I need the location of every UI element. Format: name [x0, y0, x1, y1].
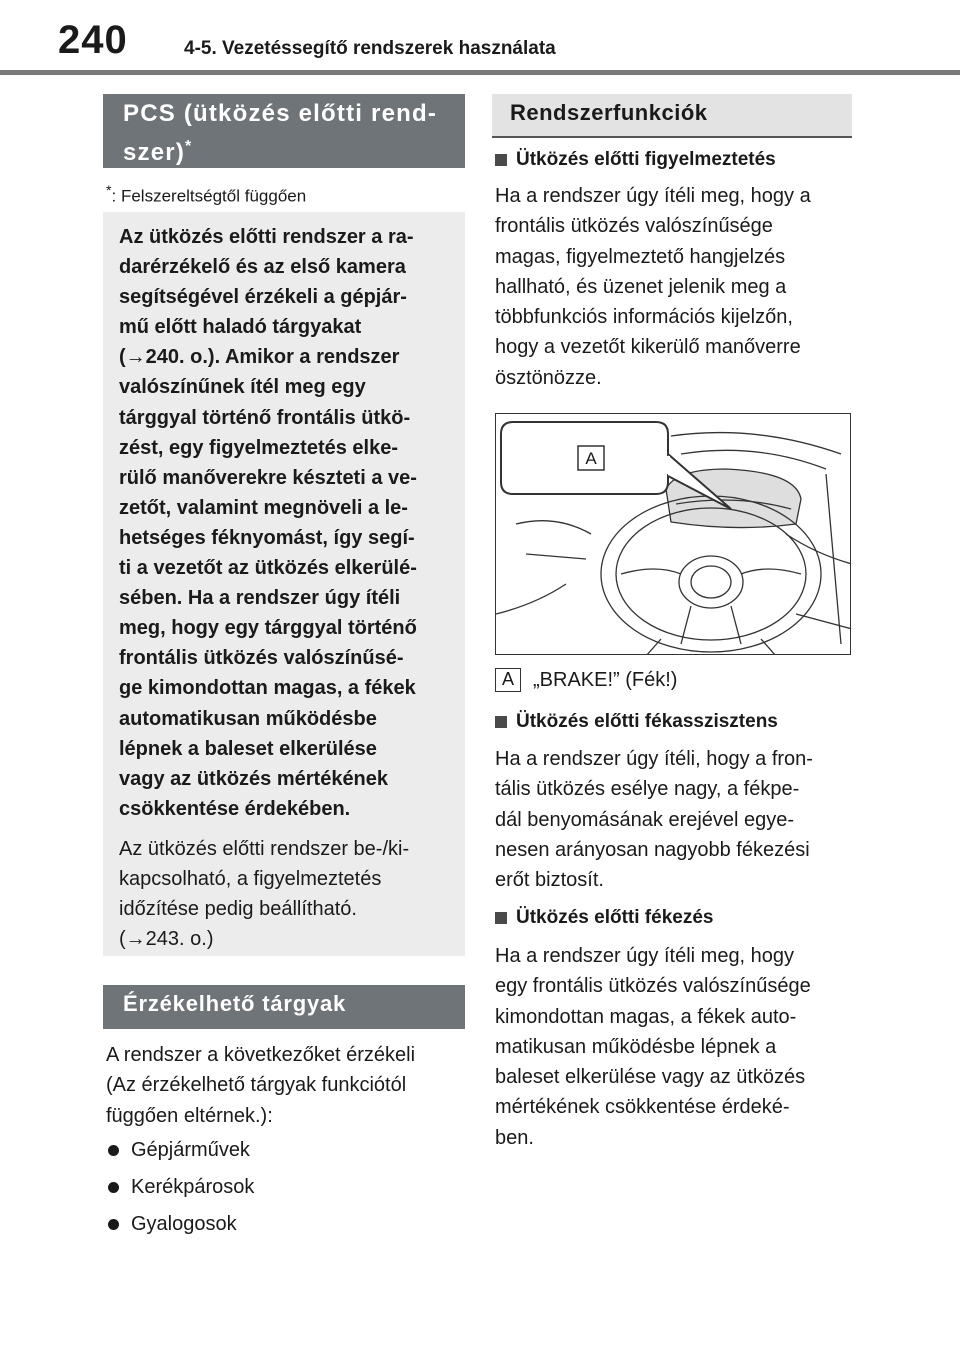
intro-line: vagy az ütközés mértékének [119, 767, 389, 790]
intro-box [103, 212, 465, 956]
intro-normal-paragraph [119, 834, 449, 954]
detectable-line: A rendszer a következőket érzékeli [106, 1044, 416, 1066]
brake-assist-line: erőt biztosít. [495, 869, 604, 892]
warning-line: többfunkciós információs kijelzőn, [495, 306, 793, 329]
list-item [108, 1206, 254, 1243]
brake-assist-paragraph [495, 744, 813, 895]
intro-line: (→240. o.). Amikor a rendszer [119, 346, 400, 369]
functions-section-title: Rendszerfunkciók [492, 94, 852, 138]
figure-label: A [585, 449, 597, 468]
intro-line: tárggyal történő frontális ütkö- [119, 406, 411, 429]
warning-heading [495, 149, 776, 171]
braking-heading-text: Ütközés előtti fékezés [516, 907, 714, 928]
detectable-section-title: Érzékelhető tárgyak [103, 985, 465, 1029]
list-item [108, 1169, 254, 1206]
intro-line: időzítése pedig beállítható. [119, 898, 357, 921]
square-bullet-icon [495, 716, 507, 728]
detectable-list [108, 1132, 254, 1243]
page-header [0, 0, 960, 78]
warning-paragraph [495, 181, 811, 393]
bullet-icon [108, 1219, 119, 1230]
intro-line: meg, hogy egy tárggyal történő [119, 617, 417, 640]
warning-line: frontális ütközés valószínűsége [495, 215, 773, 238]
braking-line: egy frontális ütközés valószínűsége [495, 975, 811, 998]
warning-line: magas, figyelmeztető hangjelzés [495, 245, 786, 268]
braking-line: baleset elkerülése vagy az ütközés [495, 1066, 806, 1089]
footnote [106, 183, 306, 207]
intro-line: valószínűnek ítél meg egy [119, 376, 366, 399]
intro-line: Az ütközés előtti rendszer be-/ki- [119, 837, 410, 860]
chapter-title: 4-5. Vezetéssegítő rendszerek használata [184, 38, 556, 59]
braking-line: mértékének csökkentése érdeké- [495, 1096, 790, 1119]
brake-assist-heading-text: Ütközés előtti fékasszisztens [516, 711, 778, 732]
list-item-label: Gépjárművek [131, 1139, 250, 1161]
warning-line: hogy a vezetőt kikerülő manőverre [495, 336, 801, 359]
intro-line: csökkentése érdekében. [119, 797, 351, 820]
intro-bold-paragraph [119, 222, 449, 824]
intro-line: kapcsolható, a figyelmeztetés [119, 867, 382, 890]
intro-line: frontális ütközés valószínűsé- [119, 647, 404, 670]
braking-line: kimondottan magas, a fékek auto- [495, 1005, 797, 1028]
braking-heading [495, 907, 713, 929]
brake-assist-line: nesen arányosan nagyobb fékezési [495, 838, 810, 861]
bullet-icon [108, 1182, 119, 1193]
pcs-title-mark: * [185, 138, 193, 155]
intro-line: (→243. o.) [119, 928, 214, 951]
page-number: 240 [58, 18, 128, 62]
square-bullet-icon [495, 154, 507, 166]
warning-line: hallható, és üzenet jelenik meg a [495, 275, 787, 298]
brake-assist-line: dál benyomásának erejével egye- [495, 808, 795, 831]
caption-label-box: A [495, 668, 521, 692]
intro-line: ti a vezetőt az ütközés elkerülé- [119, 557, 417, 580]
square-bullet-icon [495, 912, 507, 924]
brake-assist-line: tális ütközés esélye nagy, a fékpe- [495, 778, 800, 801]
braking-paragraph [495, 941, 811, 1153]
figure-caption [495, 668, 677, 692]
bullet-icon [108, 1145, 119, 1156]
brake-assist-line: Ha a rendszer úgy ítéli, hogy a fron- [495, 748, 813, 770]
intro-line: Az ütközés előtti rendszer a ra- [119, 226, 414, 248]
intro-line: zést, egy figyelmeztetés elke- [119, 436, 399, 459]
intro-line: ge kimondottan magas, a fékek [119, 677, 416, 700]
detectable-line: függően eltérnek.): [106, 1104, 273, 1127]
list-item [108, 1132, 254, 1169]
brake-assist-heading [495, 711, 778, 733]
intro-line: sében. Ha a rendszer úgy ítéli [119, 587, 401, 610]
header-rule [0, 70, 960, 75]
intro-line: automatikusan működésbe [119, 707, 377, 730]
pcs-title-line1: PCS (ütközés előtti rend- [123, 100, 438, 127]
intro-line: rülő manőverekre készteti a ve- [119, 466, 417, 489]
list-item-label: Gyalogosok [131, 1213, 237, 1235]
intro-line: zetőt, valamint megnöveli a le- [119, 496, 408, 519]
intro-line: hetséges féknyomást, így segí- [119, 526, 415, 549]
intro-line: segítségével érzékeli a gépjár- [119, 286, 407, 309]
warning-line: ösztönözze. [495, 366, 602, 389]
list-item-label: Kerékpárosok [131, 1176, 255, 1198]
pcs-section-title [103, 94, 465, 168]
intro-line: mű előtt haladó tárgyakat [119, 316, 362, 339]
pcs-title-line2: szer) [123, 139, 186, 166]
dashboard-figure [495, 413, 851, 655]
detectable-paragraph [106, 1040, 415, 1131]
braking-line: Ha a rendszer úgy ítéli meg, hogy [495, 945, 795, 967]
footnote-text: : Felszereltségtől függően [111, 186, 307, 206]
warning-heading-text: Ütközés előtti figyelmeztetés [516, 149, 776, 170]
caption-text: „BRAKE!” (Fék!) [533, 668, 678, 691]
braking-line: matikusan működésbe lépnek a [495, 1035, 777, 1058]
intro-line: darérzékelő és az első kamera [119, 256, 406, 279]
detectable-line: (Az érzékelhető tárgyak funkciótól [106, 1074, 407, 1097]
warning-line: Ha a rendszer úgy ítéli meg, hogy a [495, 185, 811, 207]
intro-line: lépnek a baleset elkerülése [119, 737, 377, 760]
steering-wheel-illustration [496, 414, 851, 655]
footnote-mark: * [106, 183, 112, 199]
braking-line: ben. [495, 1126, 534, 1149]
